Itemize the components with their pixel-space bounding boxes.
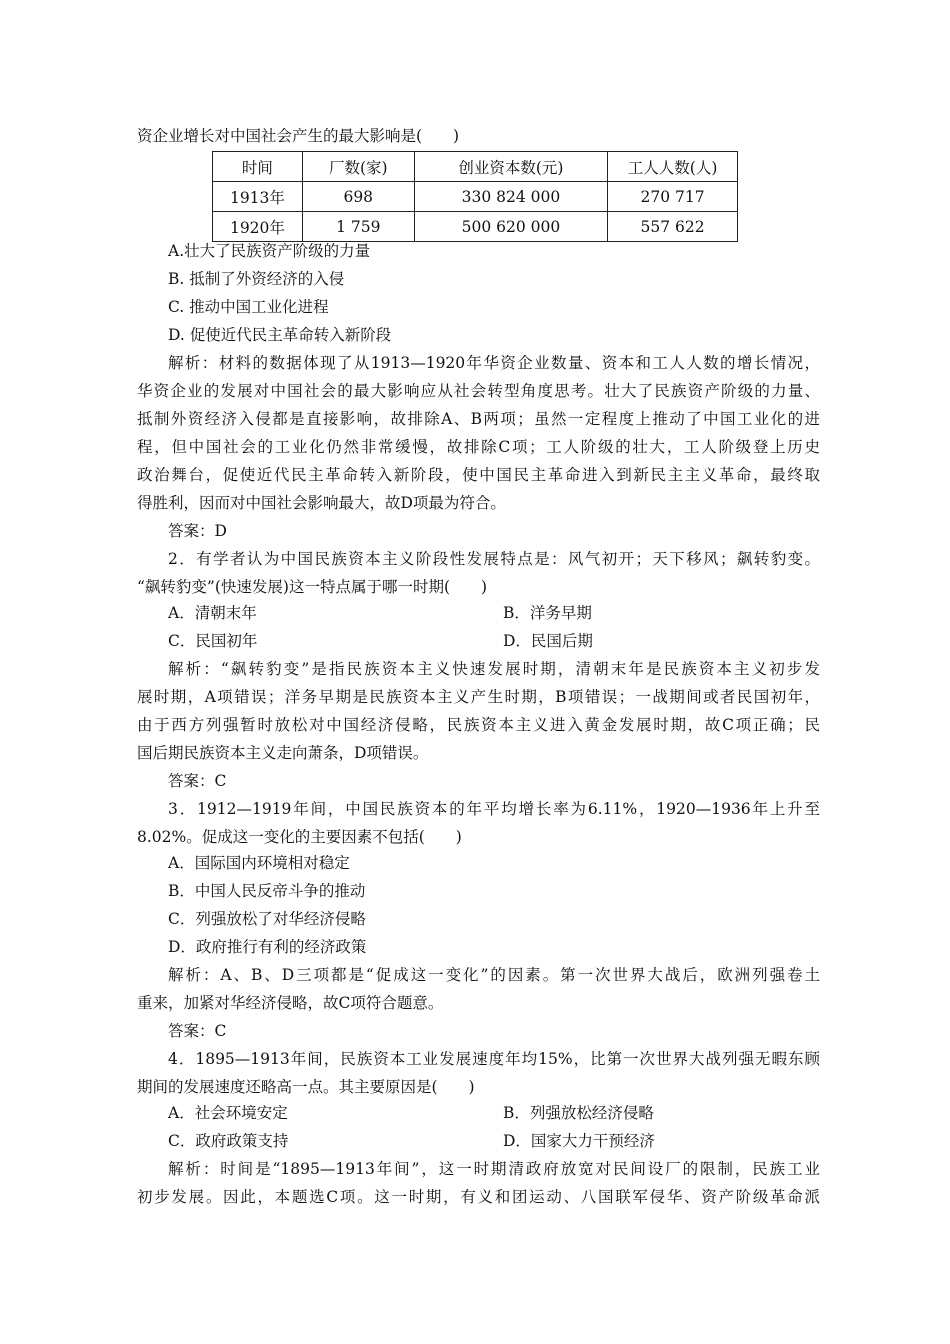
enterprise-growth-table [212, 151, 738, 242]
q1-option-a: A.壮大了民族资产阶级的力量 [168, 242, 371, 260]
table-cell: 1913年 [213, 182, 303, 212]
q4-option-b: B．列强放松经济侵略 [503, 1104, 654, 1122]
q3-analysis-line: 重来，加紧对华经济侵略，故C项符合题意。 [137, 994, 444, 1012]
table-cell: 330 824 000 [414, 182, 608, 212]
table-header-row [213, 152, 738, 182]
q4-analysis-line: 解析：时间是“1895—1913年间”，这一时期清政府放宽对民间设厂的限制，民族工业 [168, 1160, 820, 1178]
table-row [213, 182, 738, 212]
q1-analysis-line: 政治舞台，促使近代民主革命转入新阶段，使中国民主革命进入到新民主主义革命，最终取 [137, 466, 820, 484]
q2-answer: 答案：C [168, 772, 227, 790]
table-row [213, 212, 738, 242]
q2-analysis-line: 国后期民族资本主义走向萧条，D项错误。 [137, 744, 429, 762]
q2-analysis-line: 展时期，A项错误；洋务早期是民族资本主义产生时期，B项错误；一战期间或者民国初年， [137, 688, 820, 706]
q1-option-d: D. 促使近代民主革命转入新阶段 [168, 326, 392, 344]
table-cell: 1920年 [213, 212, 303, 242]
q4-option-c: C．政府政策支持 [168, 1132, 289, 1150]
table-header-cell: 创业资本数(元) [414, 152, 608, 182]
q1-analysis-line: 华资企业的发展对中国社会的最大影响应从社会转型角度思考。壮大了民族资产阶级的力量、 [137, 382, 820, 400]
table-header-cell: 工人人数(人) [608, 152, 738, 182]
q1-option-c: C. 推动中国工业化进程 [168, 298, 329, 316]
table-header-cell: 时间 [213, 152, 303, 182]
table-cell: 698 [302, 182, 414, 212]
q2-analysis-line: 由于西方列强暂时放松对中国经济侵略，民族资本主义进入黄金发展时期，故C项正确；民 [137, 716, 820, 734]
q3-stem-line: 8.02%。促成这一变化的主要因素不包括( ) [137, 828, 462, 846]
q4-stem-line: 期间的发展速度还略高一点。其主要原因是( ) [137, 1078, 475, 1096]
q1-analysis-line: 解析：材料的数据体现了从1913—1920年华资企业数量、资本和工人人数的增长情况， [168, 354, 820, 372]
q1-option-b: B. 抵制了外资经济的入侵 [168, 270, 345, 288]
q1-analysis-line: 程，但中国社会的工业化仍然非常缓慢，故排除C项；工人阶级的壮大，工人阶级登上历史 [137, 438, 820, 456]
q4-option-a: A．社会环境安定 [168, 1104, 288, 1122]
q3-stem-line: 3．1912—1919年间，中国民族资本的年平均增长率为6.11%，1920—1936年上升至 [168, 800, 820, 818]
q3-option-c: C．列强放松了对华经济侵略 [168, 910, 366, 928]
table-header-cell: 厂数(家) [302, 152, 414, 182]
table-cell: 557 622 [608, 212, 738, 242]
q3-option-d: D．政府推行有利的经济政策 [168, 938, 367, 956]
q3-option-b: B．中国人民反帝斗争的推动 [168, 882, 366, 900]
q3-answer: 答案：C [168, 1022, 227, 1040]
q1-analysis-line: 抵制外资经济入侵都是直接影响，故排除A、B两项；虽然一定程度上推动了中国工业化的进 [137, 410, 820, 428]
q1-analysis-line: 得胜利，因而对中国社会影响最大，故D项最为符合。 [137, 494, 506, 512]
q2-stem-line: 2．有学者认为中国民族资本主义阶段性发展特点是：风气初开；天下移风；飙转豹变。 [168, 550, 820, 568]
q2-option-a: A．清朝末年 [168, 604, 257, 622]
table-cell: 1 759 [302, 212, 414, 242]
q3-analysis-line: 解析：A、B、D三项都是“促成这一变化”的因素。第一次世界大战后，欧洲列强卷土 [168, 966, 820, 984]
table-cell: 500 620 000 [414, 212, 608, 242]
q2-option-b: B．洋务早期 [503, 604, 592, 622]
q4-option-d: D．国家大力干预经济 [503, 1132, 655, 1150]
q1-answer: 答案：D [168, 522, 227, 540]
q2-option-d: D．民国后期 [503, 632, 593, 650]
table-cell: 270 717 [608, 182, 738, 212]
q3-option-a: A．国际国内环境相对稳定 [168, 854, 350, 872]
q4-stem-line: 4．1895—1913年间，民族资本工业发展速度年均15%，比第一次世界大战列强无暇东顾 [168, 1050, 820, 1068]
q2-option-c: C．民国初年 [168, 632, 258, 650]
q1-stem-tail: 资企业增长对中国社会产生的最大影响是( ) [137, 127, 460, 145]
q4-analysis-line: 初步发展。因此，本题选C项。这一时期，有义和团运动、八国联军侵华、资产阶级革命派 [137, 1188, 820, 1206]
q2-analysis-line: 解析：“飙转豹变”是指民族资本主义快速发展时期，清朝末年是民族资本主义初步发 [168, 660, 820, 678]
q2-stem-line: “飙转豹变”(快速发展)这一特点属于哪一时期( ) [137, 578, 488, 596]
